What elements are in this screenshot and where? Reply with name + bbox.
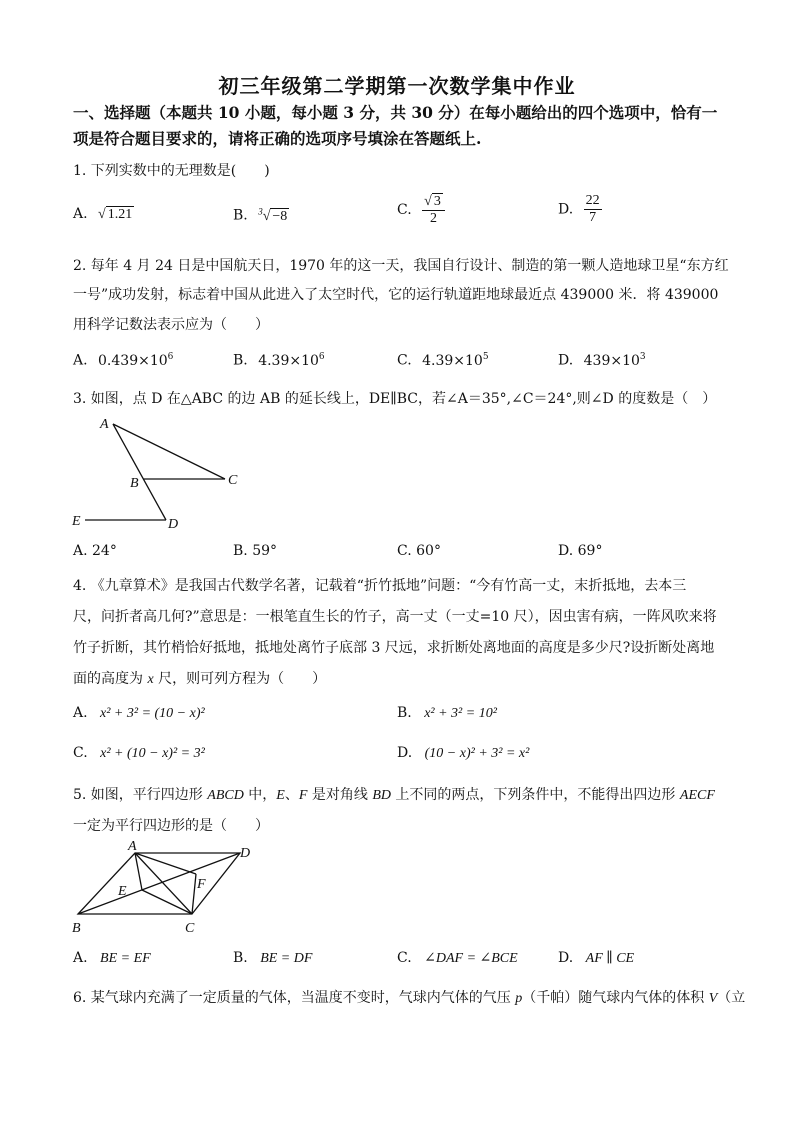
q5-label-b: B [72,921,81,936]
q4-option-a [73,705,205,722]
q5-bd: BD [372,788,391,803]
option-text: (10 − x)² + 3² = x² [424,746,530,761]
q5-point-f: F [298,788,308,803]
q5-stem-line2: 一定为平行四边形的是（ ） [73,818,269,834]
q1-stem: 1. 下列实数中的无理数是( ) [73,163,270,179]
q3-option-c [397,543,441,559]
q1-option-a: A. √ 1.21 [73,206,133,222]
page-title: 初三年级第二学期第一次数学集中作业 [218,74,576,98]
q2-option-d [558,352,646,369]
q1-option-b: B. $^3$√ −8 [233,206,288,224]
q5-aecf: AECF [679,788,715,803]
q3-label-b: B [130,476,139,491]
option-letter: D. [558,201,574,218]
option-text: ∠DAF = ∠BCE [424,951,518,966]
q2-b-base: 4.39×10 [258,352,319,369]
q1-c-numerator: 3 [433,194,441,209]
q5-option-b [233,950,312,967]
q1-d-denominator: 7 [589,210,597,225]
section-heading-line1: 一、选择题（本题共 10 小题，每小题 3 分，共 30 分）在每小题给出的四个选项中，恰有一 [73,103,718,122]
q4-stem-line3: 竹子折断，其竹梢恰好抵地，抵地处离竹子底部 3 尺远，求折断处离地面的高度是多少尺?设折断处离地 [73,640,715,656]
option-text: BE = EF [100,951,151,966]
q5-label-f: F [197,877,206,892]
q5-label-a: A [128,839,137,854]
q2-b-exp: 6 [318,352,325,362]
option-letter: D. [558,950,574,966]
q4-variable: x [147,672,154,687]
option-letter: C. [73,745,88,761]
q5-stem-line1 [73,784,715,804]
q1-c-denominator: 2 [429,211,437,226]
q5-label-e: E [118,884,127,899]
option-text: 24° [92,543,117,559]
q2-a-base: 0.439×10 [98,352,168,369]
option-letter: A. [73,950,88,966]
q2-c-base: 4.39×10 [422,352,483,369]
q6-text-part3: （立 [717,990,746,1006]
q5-point-e: E [276,788,285,803]
q5-abcd: ABCD [207,788,244,803]
q5-segment-ec [142,890,192,914]
option-letter: C. [397,202,412,218]
q3-segment-ac [113,424,225,479]
q6-text-part2: （千帕）随气球内气体的体积 [522,990,709,1006]
option-text: x² + 3² = 10² [424,706,497,721]
q3-label-c: C [228,473,238,488]
option-text: 69° [577,543,603,559]
q5-label-d: D [240,846,251,861]
q1-option-d [558,193,602,226]
q6-stem-line1 [73,987,745,1007]
q3-option-a [73,543,117,559]
section-heading [73,100,733,152]
q4-stem-line4 [73,668,326,688]
q5-segment-fc [192,874,196,914]
q4-option-c [73,745,205,762]
q5-text-part3: 是对角线 [307,787,373,803]
option-text: x² + 3² = (10 − x)² [100,706,205,721]
option-letter: D. [397,745,413,761]
q1-d-numerator: 22 [585,193,600,208]
q2-d-exp: 3 [639,352,646,362]
q5-text-part1: 5. 如图，平行四边形 [73,787,208,803]
q3-label-a: A [100,417,109,432]
q3-label-e: E [72,514,81,529]
q4-line4-part1: 面的高度为 [73,671,148,687]
q2-option-a [73,352,173,369]
option-letter: B. [397,705,412,721]
option-letter: C. [397,543,412,559]
option-letter: D. [558,543,574,559]
q1-b-index: 3 [258,206,263,216]
option-text: x² + (10 − x)² = 3² [100,746,205,761]
option-letter: B. [233,950,248,966]
option-letter: C. [397,950,412,966]
option-letter: B. [233,207,248,224]
option-letter: D. [558,352,574,369]
option-letter: C. [397,352,412,369]
q4-option-b [397,705,497,722]
option-letter: A. [73,705,88,721]
q4-option-d [397,745,529,762]
q5-text-part2: 中， [243,787,277,803]
q2-stem-line1: 2. 每年 4 月 24 日是中国航天日，1970 年的这一天，我国自行设计、制造的第一颗人造地球卫星“东方红 [73,258,729,274]
q5-text-part4: 上不同的两点，下列条件中，不能得出四边形 [390,787,680,803]
q6-variable-v: V [708,991,718,1006]
q3-stem: 3. 如图，点 D 在△ABC 的边 AB 的延长线上，DE∥BC，若∠A＝35°,∠C＝24°,则∠D 的度数是（ ） [73,391,717,407]
q5-option-c [397,950,518,967]
q2-c-exp: 5 [482,352,489,362]
q3-segment-ad [113,424,166,520]
option-letter: B. [233,352,248,369]
option-text: 59° [252,543,278,559]
q6-text-part1: 6. 某气球内充满了一定质量的气体，当温度不变时，气球内气体的气压 [73,990,516,1006]
option-letter: A. [73,206,88,222]
section-heading-line2: 项是符合题目要求的，请将正确的选项序号填涂在答题纸上. [73,129,482,148]
q4-stem-line2: 尺，问折者高几何?”意思是：一根笔直生长的竹子，高一丈（一丈=10 尺），因虫害有病，一阵风吹来将 [73,609,717,625]
option-text: AF ∥ CE [585,951,635,966]
q2-a-exp: 6 [167,352,174,362]
option-text: BE = DF [260,951,313,966]
option-letter: A. [73,352,88,369]
q5-parallelogram-figure [62,838,272,938]
q1-option-c: C. $\frac{√ 3}{2}$ [397,193,445,227]
q3-option-b [233,543,277,559]
q3-triangle-figure [60,412,260,537]
q5-option-a [73,950,151,967]
q2-option-b [233,352,325,369]
q6-variable-p: p [515,991,523,1006]
option-text: 60° [416,543,441,559]
q4-line4-part2: 尺，则可列方程为（ ） [153,671,327,687]
q5-label-c: C [185,921,195,936]
q3-label-d: D [168,517,179,532]
q3-option-d [558,543,602,559]
q4-stem-line1: 4. 《九章算术》是我国古代数学名著，记载着“折竹抵地”问题：“今有竹高一丈，末折抵地，去本三 [73,578,687,594]
q5-separator: 、 [284,787,299,803]
q5-option-d [558,950,634,967]
q1-b-radicand: −8 [272,208,288,224]
q2-stem-line3: 用科学记数法表示应为（ ） [73,317,269,333]
q2-option-c [397,352,489,369]
q1-a-radicand: 1.21 [107,207,133,222]
q2-stem-line2: 一号”成功发射，标志着中国从此进入了太空时代，它的运行轨道距地球最近点 439000 米．将 439000 [73,287,719,303]
option-letter: A. [73,543,88,559]
q2-d-base: 439×10 [583,352,640,369]
option-letter: B. [233,543,248,559]
